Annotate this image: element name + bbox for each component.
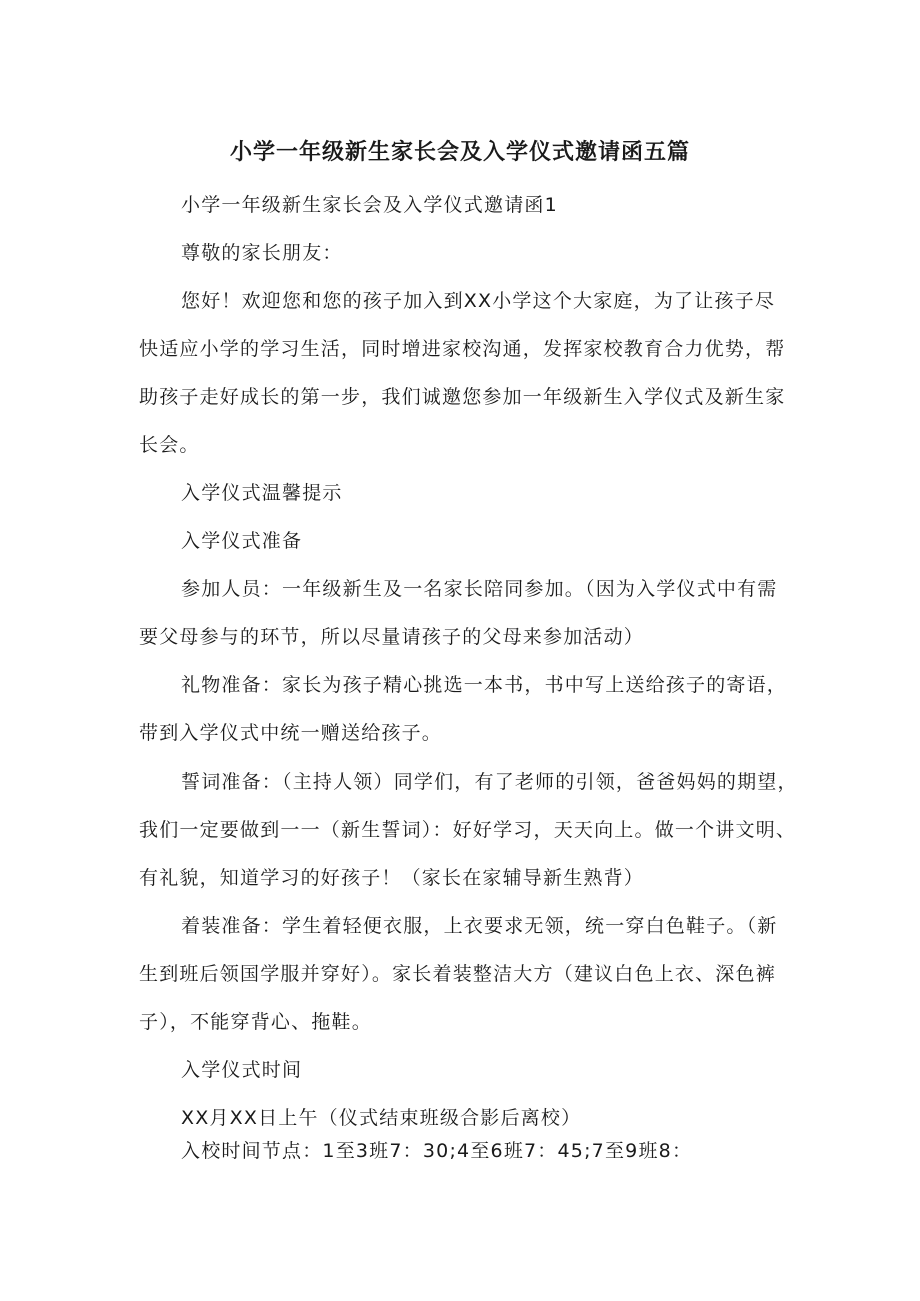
paragraph-line: 要父母参与的环节，所以尽量请孩子的父母来参加活动） — [139, 626, 645, 648]
paragraph-line: 长会。 — [139, 434, 200, 456]
paragraph-line: 助孩子走好成长的第一步，我们诚邀您参加一年级新生入学仪式及新生家 — [139, 386, 786, 408]
subheading: 入学仪式准备 — [181, 530, 303, 552]
paragraph-line: XX月XX日上午（仪式结束班级合影后离校） — [181, 1107, 582, 1129]
paragraph-line: 着装准备：学生着轻便衣服，上衣要求无领，统一穿白色鞋子。（新 — [181, 915, 778, 937]
paragraph-line: 参加人员：一年级新生及一名家长陪同参加。（因为入学仪式中有需 — [181, 578, 778, 600]
salutation: 尊敬的家长朋友： — [181, 242, 343, 264]
paragraph-line: 生到班后领国学服并穿好）。家长着装整洁大方（建议白色上衣、深色裤 — [139, 963, 776, 985]
paragraph-line: 有礼貌，知道学习的好孩子！（家长在家辅导新生熟背） — [139, 867, 645, 889]
paragraph-line: 您好！欢迎您和您的孩子加入到XX小学这个大家庭，为了让孩子尽 — [181, 290, 776, 312]
paragraph-line: 我们一定要做到一一（新生誓词）：好好学习，天天向上。做一个讲文明、 — [139, 819, 797, 841]
paragraph-line: 誓词准备：（主持人领）同学们，有了老师的引领，爸爸妈妈的期望， — [181, 771, 798, 793]
subheading: 入学仪式时间 — [181, 1059, 303, 1081]
document-title: 小学一年级新生家长会及入学仪式邀请函五篇 — [229, 140, 690, 165]
paragraph-line: 快适应小学的学习生活，同时增进家校沟通，发挥家校教育合力优势，帮 — [139, 338, 786, 360]
paragraph-line: 礼物准备：家长为孩子精心挑选一本书，书中写上送给孩子的寄语， — [181, 674, 788, 696]
section-heading: 小学一年级新生家长会及入学仪式邀请函1 — [181, 194, 558, 216]
paragraph-line: 入校时间节点：1至3班7：30;4至6班7：45;7至9班8： — [181, 1140, 693, 1162]
paragraph-line: 带到入学仪式中统一赠送给孩子。 — [139, 722, 443, 744]
subheading: 入学仪式温馨提示 — [181, 482, 343, 504]
paragraph-line: 子），不能穿背心、拖鞋。 — [139, 1011, 372, 1033]
